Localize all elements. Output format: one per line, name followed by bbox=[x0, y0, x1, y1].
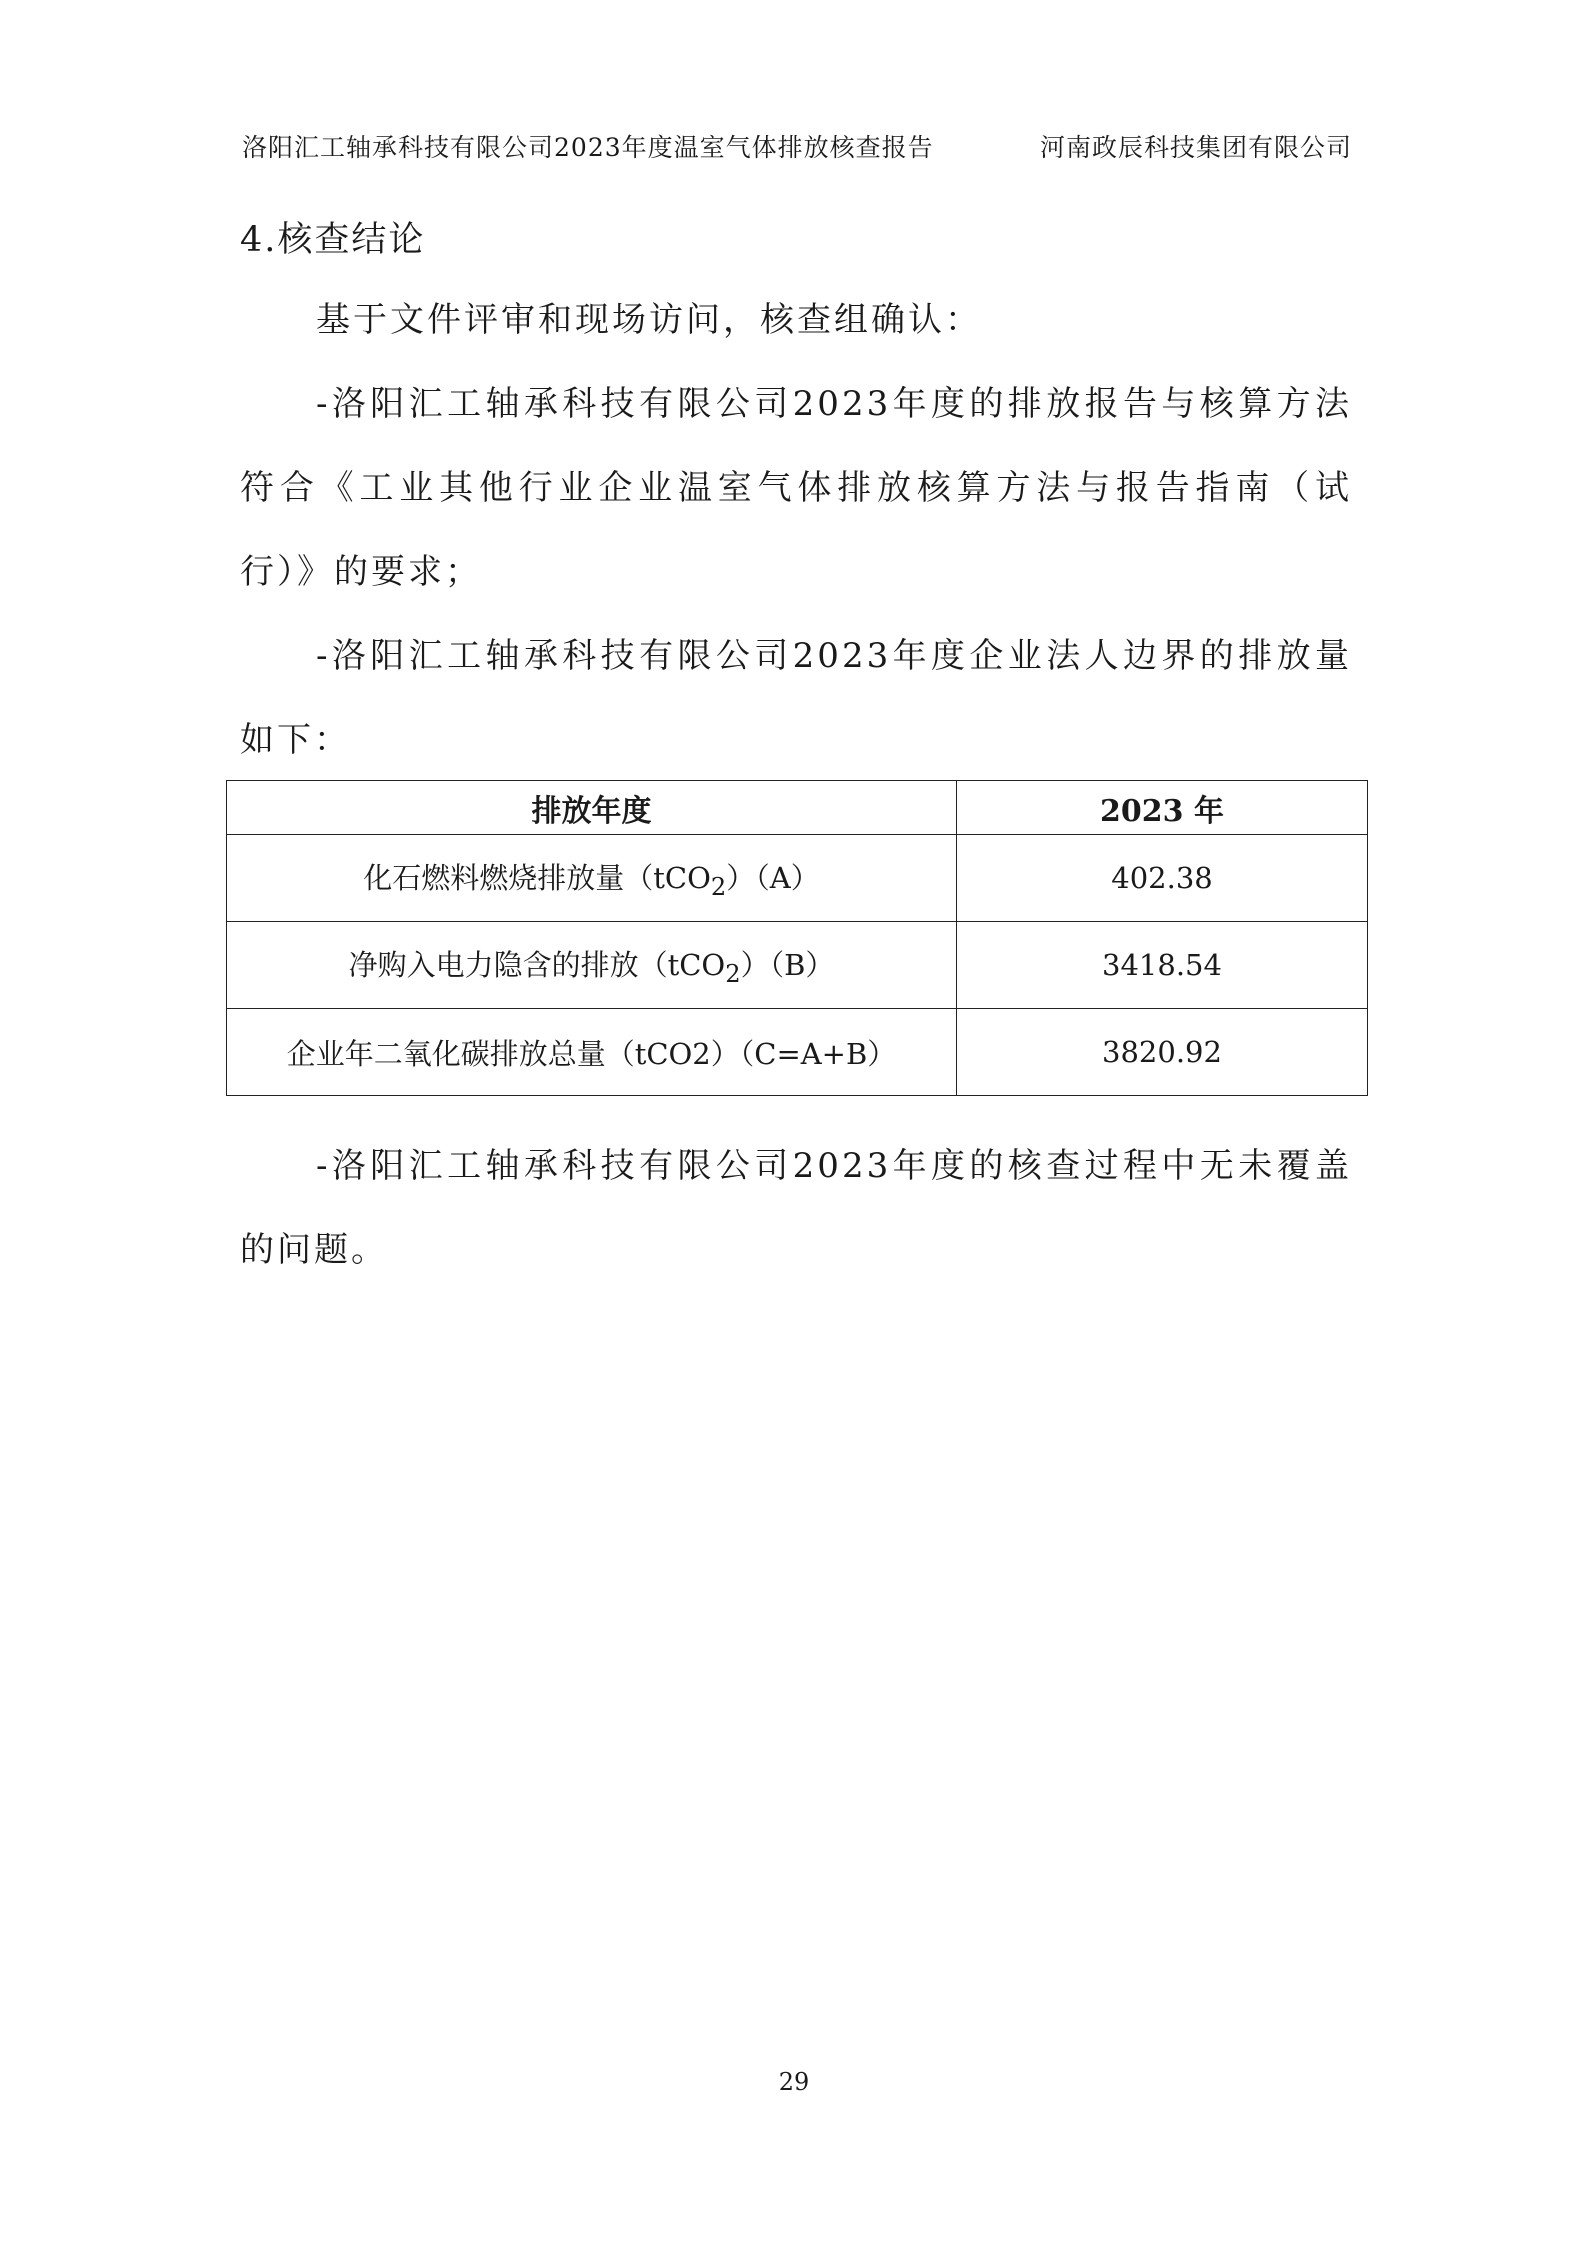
page-number: 29 bbox=[778, 2068, 810, 2096]
row-value: 3418.54 bbox=[957, 922, 1368, 1009]
row-label: 企业年二氧化碳排放总量（tCO2）（C=A+B） bbox=[227, 1009, 957, 1096]
page-header bbox=[242, 128, 1352, 164]
header-cell-year: 2023 年 bbox=[957, 781, 1368, 835]
table-row bbox=[227, 835, 1368, 922]
header-cell-year-label: 排放年度 bbox=[227, 781, 957, 835]
table-header-row bbox=[227, 781, 1368, 835]
table-row bbox=[227, 922, 1368, 1009]
row-label: 净购入电力隐含的排放（tCO$_2$）（B） bbox=[227, 922, 957, 1009]
header-company: 河南政辰科技集团有限公司 bbox=[1039, 133, 1352, 162]
paragraph-conformity: -洛阳汇工轴承科技有限公司2023年度的排放报告与核算方法符合《工业其他行业企业温室气体排放核算方法与报告指南（试行）》的要求； bbox=[240, 384, 1352, 592]
paragraph-closing: -洛阳汇工轴承科技有限公司2023年度的核查过程中无未覆盖的问题。 bbox=[240, 1146, 1352, 1270]
header-report-title: 洛阳汇工轴承科技有限公司2023年度温室气体排放核查报告 bbox=[242, 133, 934, 162]
section-heading: 4.核查结论 bbox=[240, 220, 426, 260]
row-label: 化石燃料燃烧排放量（tCO$_2$）（A） bbox=[227, 835, 957, 922]
paragraph-intro: 基于文件评审和现场访问，核查组确认： bbox=[316, 300, 982, 340]
table-row bbox=[227, 1009, 1368, 1096]
row-value: 402.38 bbox=[957, 835, 1368, 922]
emissions-table bbox=[226, 780, 1368, 1096]
row-value: 3820.92 bbox=[957, 1009, 1368, 1096]
paragraph-emissions-intro: -洛阳汇工轴承科技有限公司2023年度企业法人边界的排放量如下： bbox=[240, 636, 1352, 760]
